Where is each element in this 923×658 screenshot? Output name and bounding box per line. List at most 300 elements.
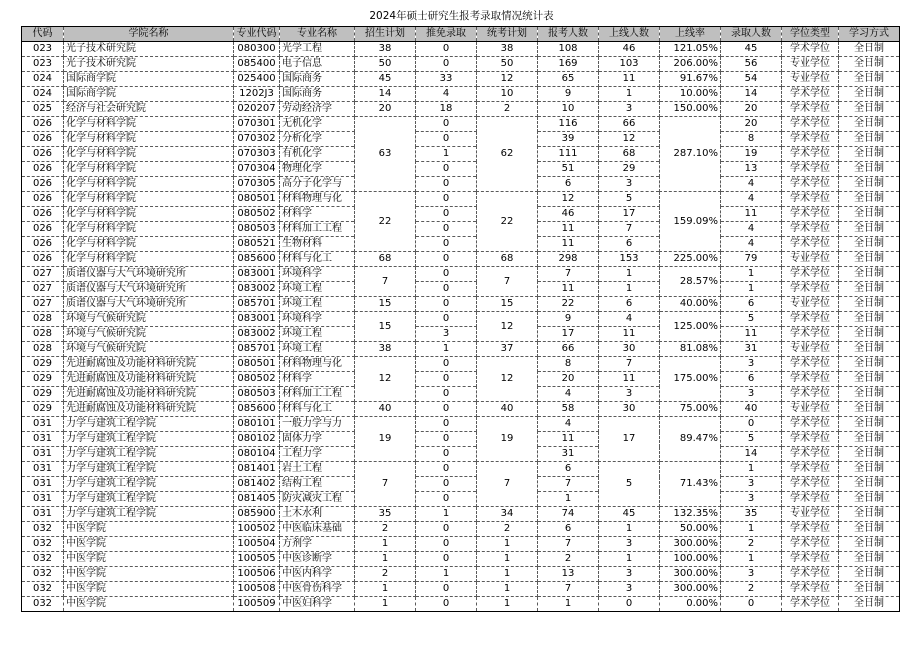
header-plan[interactable]: 招生计划	[355, 27, 416, 42]
cell-college[interactable]: 化学与材料学院	[64, 192, 234, 207]
cell-exempt[interactable]: 0	[416, 492, 477, 507]
cell-code[interactable]: 026	[22, 237, 64, 252]
cell-exempt[interactable]: 0	[416, 477, 477, 492]
cell-degree-type[interactable]: 学术学位	[782, 417, 839, 432]
cell-study-mode[interactable]: 全日制	[839, 267, 900, 282]
cell-passed[interactable]: 0	[599, 597, 660, 612]
cell-college[interactable]: 化学与材料学院	[64, 177, 234, 192]
cell-code[interactable]: 028	[22, 312, 64, 327]
cell-admitted[interactable]: 1	[721, 522, 782, 537]
cell-admitted[interactable]: 35	[721, 507, 782, 522]
cell-admitted[interactable]: 31	[721, 342, 782, 357]
cell-degree-type[interactable]: 学术学位	[782, 372, 839, 387]
cell-study-mode[interactable]: 全日制	[839, 492, 900, 507]
header-major-code[interactable]: 专业代码	[234, 27, 280, 42]
header-study-mode[interactable]: 学习方式	[839, 27, 900, 42]
cell-college[interactable]: 质谱仪器与大气环境研究所	[64, 282, 234, 297]
cell-passed[interactable]: 5	[599, 192, 660, 207]
cell-admitted[interactable]: 2	[721, 582, 782, 597]
cell-applicants[interactable]: 4	[538, 387, 599, 402]
cell-admitted[interactable]: 0	[721, 597, 782, 612]
cell-admitted[interactable]: 14	[721, 87, 782, 102]
cell-exempt[interactable]: 0	[416, 357, 477, 372]
cell-study-mode[interactable]: 全日制	[839, 507, 900, 522]
cell-applicants[interactable]: 1	[538, 597, 599, 612]
cell-exempt[interactable]: 0	[416, 222, 477, 237]
cell-passed[interactable]: 3	[599, 177, 660, 192]
cell-major-code[interactable]: 085600	[234, 402, 280, 417]
cell-applicants[interactable]: 6	[538, 177, 599, 192]
cell-admitted[interactable]: 14	[721, 447, 782, 462]
cell-college[interactable]: 国际商学院	[64, 72, 234, 87]
cell-major-code[interactable]: 083001	[234, 267, 280, 282]
cell-study-mode[interactable]: 全日制	[839, 222, 900, 237]
cell-code[interactable]: 024	[22, 72, 64, 87]
cell-pass-rate[interactable]: 75.00%	[660, 402, 721, 417]
cell-exempt[interactable]: 0	[416, 162, 477, 177]
cell-major[interactable]: 中医妇科学	[280, 597, 355, 612]
cell-applicants[interactable]: 2	[538, 552, 599, 567]
cell-major-code[interactable]: 081401	[234, 462, 280, 477]
cell-exam-plan[interactable]: 1	[477, 537, 538, 552]
cell-study-mode[interactable]: 全日制	[839, 147, 900, 162]
cell-exempt[interactable]: 0	[416, 597, 477, 612]
cell-passed[interactable]: 1	[599, 552, 660, 567]
cell-code[interactable]: 032	[22, 537, 64, 552]
cell-exempt[interactable]: 0	[416, 312, 477, 327]
cell-passed[interactable]: 3	[599, 582, 660, 597]
cell-exempt[interactable]: 0	[416, 462, 477, 477]
cell-college[interactable]: 质谱仪器与大气环境研究所	[64, 267, 234, 282]
cell-degree-type[interactable]: 学术学位	[782, 477, 839, 492]
cell-degree-type[interactable]: 学术学位	[782, 147, 839, 162]
cell-pass-rate[interactable]: 225.00%	[660, 252, 721, 267]
cell-code[interactable]: 023	[22, 57, 64, 72]
cell-college[interactable]: 力学与建筑工程学院	[64, 432, 234, 447]
cell-study-mode[interactable]: 全日制	[839, 537, 900, 552]
cell-college[interactable]: 光子技术研究院	[64, 42, 234, 57]
cell-study-mode[interactable]: 全日制	[839, 462, 900, 477]
cell-exam-plan[interactable]: 50	[477, 57, 538, 72]
cell-study-mode[interactable]: 全日制	[839, 342, 900, 357]
cell-passed[interactable]: 11	[599, 327, 660, 342]
cell-applicants[interactable]: 7	[538, 267, 599, 282]
cell-major[interactable]: 材料物理与化	[280, 357, 355, 372]
cell-college[interactable]: 力学与建筑工程学院	[64, 447, 234, 462]
cell-applicants[interactable]: 116	[538, 117, 599, 132]
cell-exam-plan[interactable]: 12	[477, 357, 538, 402]
cell-admitted[interactable]: 1	[721, 552, 782, 567]
cell-study-mode[interactable]: 全日制	[839, 522, 900, 537]
cell-applicants[interactable]: 9	[538, 312, 599, 327]
cell-exempt[interactable]: 0	[416, 402, 477, 417]
cell-degree-type[interactable]: 专业学位	[782, 342, 839, 357]
cell-admitted[interactable]: 3	[721, 492, 782, 507]
cell-passed[interactable]: 17	[599, 207, 660, 222]
cell-exempt[interactable]: 4	[416, 87, 477, 102]
cell-applicants[interactable]: 10	[538, 102, 599, 117]
cell-major-code[interactable]: 080102	[234, 432, 280, 447]
cell-major-code[interactable]: 020207	[234, 102, 280, 117]
cell-major-code[interactable]: 100508	[234, 582, 280, 597]
cell-passed[interactable]: 66	[599, 117, 660, 132]
cell-admitted[interactable]: 5	[721, 312, 782, 327]
cell-degree-type[interactable]: 学术学位	[782, 162, 839, 177]
cell-degree-type[interactable]: 学术学位	[782, 222, 839, 237]
cell-passed[interactable]: 46	[599, 42, 660, 57]
header-college[interactable]: 学院名称	[64, 27, 234, 42]
header-exempt[interactable]: 推免录取	[416, 27, 477, 42]
cell-major[interactable]: 材料与化工	[280, 252, 355, 267]
cell-study-mode[interactable]: 全日制	[839, 57, 900, 72]
cell-study-mode[interactable]: 全日制	[839, 102, 900, 117]
cell-pass-rate[interactable]: 287.10%	[660, 117, 721, 192]
cell-admitted[interactable]: 54	[721, 72, 782, 87]
cell-admitted[interactable]: 1	[721, 462, 782, 477]
cell-degree-type[interactable]: 学术学位	[782, 42, 839, 57]
cell-code[interactable]: 026	[22, 132, 64, 147]
cell-degree-type[interactable]: 学术学位	[782, 117, 839, 132]
cell-pass-rate[interactable]: 159.09%	[660, 192, 721, 252]
cell-exempt[interactable]: 0	[416, 237, 477, 252]
cell-college[interactable]: 化学与材料学院	[64, 162, 234, 177]
cell-major-code[interactable]: 100506	[234, 567, 280, 582]
cell-pass-rate[interactable]: 125.00%	[660, 312, 721, 342]
cell-code[interactable]: 027	[22, 297, 64, 312]
cell-degree-type[interactable]: 学术学位	[782, 447, 839, 462]
cell-study-mode[interactable]: 全日制	[839, 447, 900, 462]
cell-plan[interactable]: 22	[355, 192, 416, 252]
cell-applicants[interactable]: 12	[538, 192, 599, 207]
cell-major-code[interactable]: 070303	[234, 147, 280, 162]
cell-major-code[interactable]: 080501	[234, 192, 280, 207]
cell-code[interactable]: 029	[22, 357, 64, 372]
cell-study-mode[interactable]: 全日制	[839, 282, 900, 297]
cell-passed[interactable]: 68	[599, 147, 660, 162]
cell-passed[interactable]: 4	[599, 312, 660, 327]
cell-degree-type[interactable]: 学术学位	[782, 87, 839, 102]
cell-exempt[interactable]: 0	[416, 447, 477, 462]
cell-code[interactable]: 024	[22, 87, 64, 102]
cell-applicants[interactable]: 111	[538, 147, 599, 162]
cell-exam-plan[interactable]: 10	[477, 87, 538, 102]
cell-exempt[interactable]: 0	[416, 432, 477, 447]
cell-code[interactable]: 031	[22, 477, 64, 492]
cell-major-code[interactable]: 1202J3	[234, 87, 280, 102]
cell-code[interactable]: 031	[22, 492, 64, 507]
cell-admitted[interactable]: 13	[721, 162, 782, 177]
cell-study-mode[interactable]: 全日制	[839, 387, 900, 402]
cell-applicants[interactable]: 7	[538, 582, 599, 597]
cell-admitted[interactable]: 0	[721, 417, 782, 432]
cell-passed[interactable]: 30	[599, 402, 660, 417]
cell-applicants[interactable]: 11	[538, 237, 599, 252]
cell-college[interactable]: 中医学院	[64, 537, 234, 552]
cell-pass-rate[interactable]: 100.00%	[660, 552, 721, 567]
cell-applicants[interactable]: 51	[538, 162, 599, 177]
cell-passed[interactable]: 7	[599, 222, 660, 237]
cell-admitted[interactable]: 6	[721, 372, 782, 387]
cell-plan[interactable]: 12	[355, 357, 416, 402]
cell-exam-plan[interactable]: 34	[477, 507, 538, 522]
cell-degree-type[interactable]: 学术学位	[782, 132, 839, 147]
cell-major[interactable]: 一般力学与力	[280, 417, 355, 432]
cell-study-mode[interactable]: 全日制	[839, 162, 900, 177]
cell-passed[interactable]: 5	[599, 462, 660, 507]
cell-exempt[interactable]: 0	[416, 252, 477, 267]
cell-major-code[interactable]: 070304	[234, 162, 280, 177]
cell-applicants[interactable]: 7	[538, 477, 599, 492]
cell-passed[interactable]: 1	[599, 522, 660, 537]
cell-plan[interactable]: 50	[355, 57, 416, 72]
cell-study-mode[interactable]: 全日制	[839, 477, 900, 492]
cell-major[interactable]: 岩土工程	[280, 462, 355, 477]
cell-passed[interactable]: 3	[599, 537, 660, 552]
cell-admitted[interactable]: 8	[721, 132, 782, 147]
cell-admitted[interactable]: 20	[721, 102, 782, 117]
cell-study-mode[interactable]: 全日制	[839, 372, 900, 387]
cell-plan[interactable]: 15	[355, 312, 416, 342]
cell-major[interactable]: 中医骨伤科学	[280, 582, 355, 597]
cell-exempt[interactable]: 0	[416, 372, 477, 387]
cell-college[interactable]: 化学与材料学院	[64, 237, 234, 252]
cell-major-code[interactable]: 070301	[234, 117, 280, 132]
cell-passed[interactable]: 29	[599, 162, 660, 177]
cell-admitted[interactable]: 45	[721, 42, 782, 57]
cell-degree-type[interactable]: 学术学位	[782, 462, 839, 477]
cell-admitted[interactable]: 20	[721, 117, 782, 132]
cell-exempt[interactable]: 0	[416, 582, 477, 597]
cell-code[interactable]: 032	[22, 582, 64, 597]
cell-study-mode[interactable]: 全日制	[839, 117, 900, 132]
cell-exam-plan[interactable]: 1	[477, 597, 538, 612]
cell-exempt[interactable]: 0	[416, 387, 477, 402]
cell-code[interactable]: 023	[22, 42, 64, 57]
cell-college[interactable]: 中医学院	[64, 597, 234, 612]
cell-study-mode[interactable]: 全日制	[839, 72, 900, 87]
cell-exempt[interactable]: 0	[416, 552, 477, 567]
cell-passed[interactable]: 7	[599, 357, 660, 372]
cell-major-code[interactable]: 085900	[234, 507, 280, 522]
cell-major-code[interactable]: 085701	[234, 342, 280, 357]
cell-major[interactable]: 土木水利	[280, 507, 355, 522]
cell-code[interactable]: 026	[22, 177, 64, 192]
cell-code[interactable]: 031	[22, 447, 64, 462]
cell-major-code[interactable]: 083001	[234, 312, 280, 327]
cell-pass-rate[interactable]: 150.00%	[660, 102, 721, 117]
cell-admitted[interactable]: 5	[721, 432, 782, 447]
cell-major-code[interactable]: 083002	[234, 327, 280, 342]
cell-exam-plan[interactable]: 1	[477, 567, 538, 582]
cell-plan[interactable]: 1	[355, 597, 416, 612]
cell-applicants[interactable]: 46	[538, 207, 599, 222]
cell-applicants[interactable]: 7	[538, 537, 599, 552]
cell-plan[interactable]: 40	[355, 402, 416, 417]
cell-major[interactable]: 无机化学	[280, 117, 355, 132]
cell-study-mode[interactable]: 全日制	[839, 312, 900, 327]
cell-degree-type[interactable]: 学术学位	[782, 327, 839, 342]
cell-study-mode[interactable]: 全日制	[839, 87, 900, 102]
cell-passed[interactable]: 12	[599, 132, 660, 147]
cell-degree-type[interactable]: 专业学位	[782, 297, 839, 312]
cell-applicants[interactable]: 20	[538, 372, 599, 387]
cell-college[interactable]: 化学与材料学院	[64, 207, 234, 222]
cell-admitted[interactable]: 56	[721, 57, 782, 72]
cell-study-mode[interactable]: 全日制	[839, 237, 900, 252]
cell-code[interactable]: 032	[22, 597, 64, 612]
cell-pass-rate[interactable]: 10.00%	[660, 87, 721, 102]
cell-major[interactable]: 高分子化学与	[280, 177, 355, 192]
cell-plan[interactable]: 15	[355, 297, 416, 312]
cell-passed[interactable]: 3	[599, 102, 660, 117]
cell-applicants[interactable]: 65	[538, 72, 599, 87]
cell-study-mode[interactable]: 全日制	[839, 432, 900, 447]
cell-college[interactable]: 国际商学院	[64, 87, 234, 102]
cell-code[interactable]: 026	[22, 147, 64, 162]
cell-pass-rate[interactable]: 206.00%	[660, 57, 721, 72]
cell-major[interactable]: 国际商务	[280, 72, 355, 87]
cell-plan[interactable]: 63	[355, 117, 416, 192]
cell-major-code[interactable]: 081405	[234, 492, 280, 507]
cell-exempt[interactable]: 1	[416, 507, 477, 522]
cell-degree-type[interactable]: 学术学位	[782, 177, 839, 192]
cell-major-code[interactable]: 083002	[234, 282, 280, 297]
cell-degree-type[interactable]: 学术学位	[782, 357, 839, 372]
cell-major[interactable]: 电子信息	[280, 57, 355, 72]
cell-code[interactable]: 031	[22, 432, 64, 447]
cell-major-code[interactable]: 100509	[234, 597, 280, 612]
cell-college[interactable]: 经济与社会研究院	[64, 102, 234, 117]
cell-code[interactable]: 032	[22, 522, 64, 537]
cell-passed[interactable]: 3	[599, 567, 660, 582]
cell-passed[interactable]: 103	[599, 57, 660, 72]
cell-pass-rate[interactable]: 300.00%	[660, 567, 721, 582]
cell-major-code[interactable]: 085600	[234, 252, 280, 267]
cell-major[interactable]: 环境工程	[280, 342, 355, 357]
cell-college[interactable]: 力学与建筑工程学院	[64, 507, 234, 522]
cell-major-code[interactable]: 085400	[234, 57, 280, 72]
header-code[interactable]: 代码	[22, 27, 64, 42]
cell-exempt[interactable]: 33	[416, 72, 477, 87]
cell-study-mode[interactable]: 全日制	[839, 567, 900, 582]
cell-major[interactable]: 生物材料	[280, 237, 355, 252]
cell-plan[interactable]: 1	[355, 537, 416, 552]
cell-college[interactable]: 先进耐腐蚀及功能材料研究院	[64, 387, 234, 402]
cell-applicants[interactable]: 22	[538, 297, 599, 312]
cell-exam-plan[interactable]: 2	[477, 522, 538, 537]
cell-passed[interactable]: 6	[599, 237, 660, 252]
cell-exam-plan[interactable]: 7	[477, 267, 538, 297]
cell-college[interactable]: 力学与建筑工程学院	[64, 492, 234, 507]
cell-major[interactable]: 分析化学	[280, 132, 355, 147]
cell-code[interactable]: 026	[22, 222, 64, 237]
cell-major[interactable]: 环境科学	[280, 312, 355, 327]
cell-passed[interactable]: 11	[599, 372, 660, 387]
cell-code[interactable]: 032	[22, 567, 64, 582]
cell-applicants[interactable]: 58	[538, 402, 599, 417]
cell-exempt[interactable]: 18	[416, 102, 477, 117]
cell-plan[interactable]: 7	[355, 462, 416, 507]
cell-passed[interactable]: 153	[599, 252, 660, 267]
cell-pass-rate[interactable]: 300.00%	[660, 537, 721, 552]
cell-applicants[interactable]: 6	[538, 522, 599, 537]
cell-admitted[interactable]: 3	[721, 477, 782, 492]
cell-admitted[interactable]: 4	[721, 222, 782, 237]
cell-code[interactable]: 028	[22, 342, 64, 357]
header-major[interactable]: 专业名称	[280, 27, 355, 42]
cell-code[interactable]: 031	[22, 462, 64, 477]
cell-study-mode[interactable]: 全日制	[839, 417, 900, 432]
cell-exempt[interactable]: 0	[416, 177, 477, 192]
cell-study-mode[interactable]: 全日制	[839, 297, 900, 312]
cell-degree-type[interactable]: 学术学位	[782, 492, 839, 507]
cell-exam-plan[interactable]: 2	[477, 102, 538, 117]
cell-college[interactable]: 化学与材料学院	[64, 117, 234, 132]
cell-college[interactable]: 力学与建筑工程学院	[64, 417, 234, 432]
cell-code[interactable]: 028	[22, 327, 64, 342]
cell-study-mode[interactable]: 全日制	[839, 207, 900, 222]
cell-code[interactable]: 026	[22, 207, 64, 222]
cell-degree-type[interactable]: 学术学位	[782, 282, 839, 297]
cell-plan[interactable]: 7	[355, 267, 416, 297]
cell-exempt[interactable]: 0	[416, 522, 477, 537]
cell-major[interactable]: 材料学	[280, 372, 355, 387]
cell-applicants[interactable]: 108	[538, 42, 599, 57]
cell-major[interactable]: 工程力学	[280, 447, 355, 462]
cell-admitted[interactable]: 4	[721, 192, 782, 207]
cell-exempt[interactable]: 1	[416, 342, 477, 357]
cell-pass-rate[interactable]: 91.67%	[660, 72, 721, 87]
cell-degree-type[interactable]: 学术学位	[782, 207, 839, 222]
cell-exempt[interactable]: 0	[416, 207, 477, 222]
cell-code[interactable]: 025	[22, 102, 64, 117]
cell-major-code[interactable]: 070302	[234, 132, 280, 147]
cell-degree-type[interactable]: 学术学位	[782, 567, 839, 582]
cell-pass-rate[interactable]: 28.57%	[660, 267, 721, 297]
cell-admitted[interactable]: 1	[721, 282, 782, 297]
cell-applicants[interactable]: 4	[538, 417, 599, 432]
cell-admitted[interactable]: 11	[721, 327, 782, 342]
cell-admitted[interactable]: 3	[721, 567, 782, 582]
cell-degree-type[interactable]: 学术学位	[782, 312, 839, 327]
cell-degree-type[interactable]: 专业学位	[782, 57, 839, 72]
cell-exam-plan[interactable]: 7	[477, 462, 538, 507]
cell-code[interactable]: 031	[22, 507, 64, 522]
header-exam-plan[interactable]: 统考计划	[477, 27, 538, 42]
cell-major[interactable]: 材料物理与化	[280, 192, 355, 207]
cell-applicants[interactable]: 39	[538, 132, 599, 147]
cell-major[interactable]: 方剂学	[280, 537, 355, 552]
cell-college[interactable]: 化学与材料学院	[64, 222, 234, 237]
cell-degree-type[interactable]: 学术学位	[782, 192, 839, 207]
cell-major-code[interactable]: 080104	[234, 447, 280, 462]
cell-applicants[interactable]: 11	[538, 222, 599, 237]
cell-major-code[interactable]: 081402	[234, 477, 280, 492]
header-pass-rate[interactable]: 上线率	[660, 27, 721, 42]
cell-exam-plan[interactable]: 62	[477, 117, 538, 192]
cell-applicants[interactable]: 1	[538, 492, 599, 507]
cell-major-code[interactable]: 100505	[234, 552, 280, 567]
cell-college[interactable]: 先进耐腐蚀及功能材料研究院	[64, 402, 234, 417]
cell-study-mode[interactable]: 全日制	[839, 597, 900, 612]
cell-study-mode[interactable]: 全日制	[839, 42, 900, 57]
header-passed[interactable]: 上线人数	[599, 27, 660, 42]
cell-degree-type[interactable]: 学术学位	[782, 432, 839, 447]
cell-admitted[interactable]: 1	[721, 267, 782, 282]
cell-major[interactable]: 材料加工工程	[280, 222, 355, 237]
cell-code[interactable]: 029	[22, 387, 64, 402]
cell-code[interactable]: 027	[22, 282, 64, 297]
